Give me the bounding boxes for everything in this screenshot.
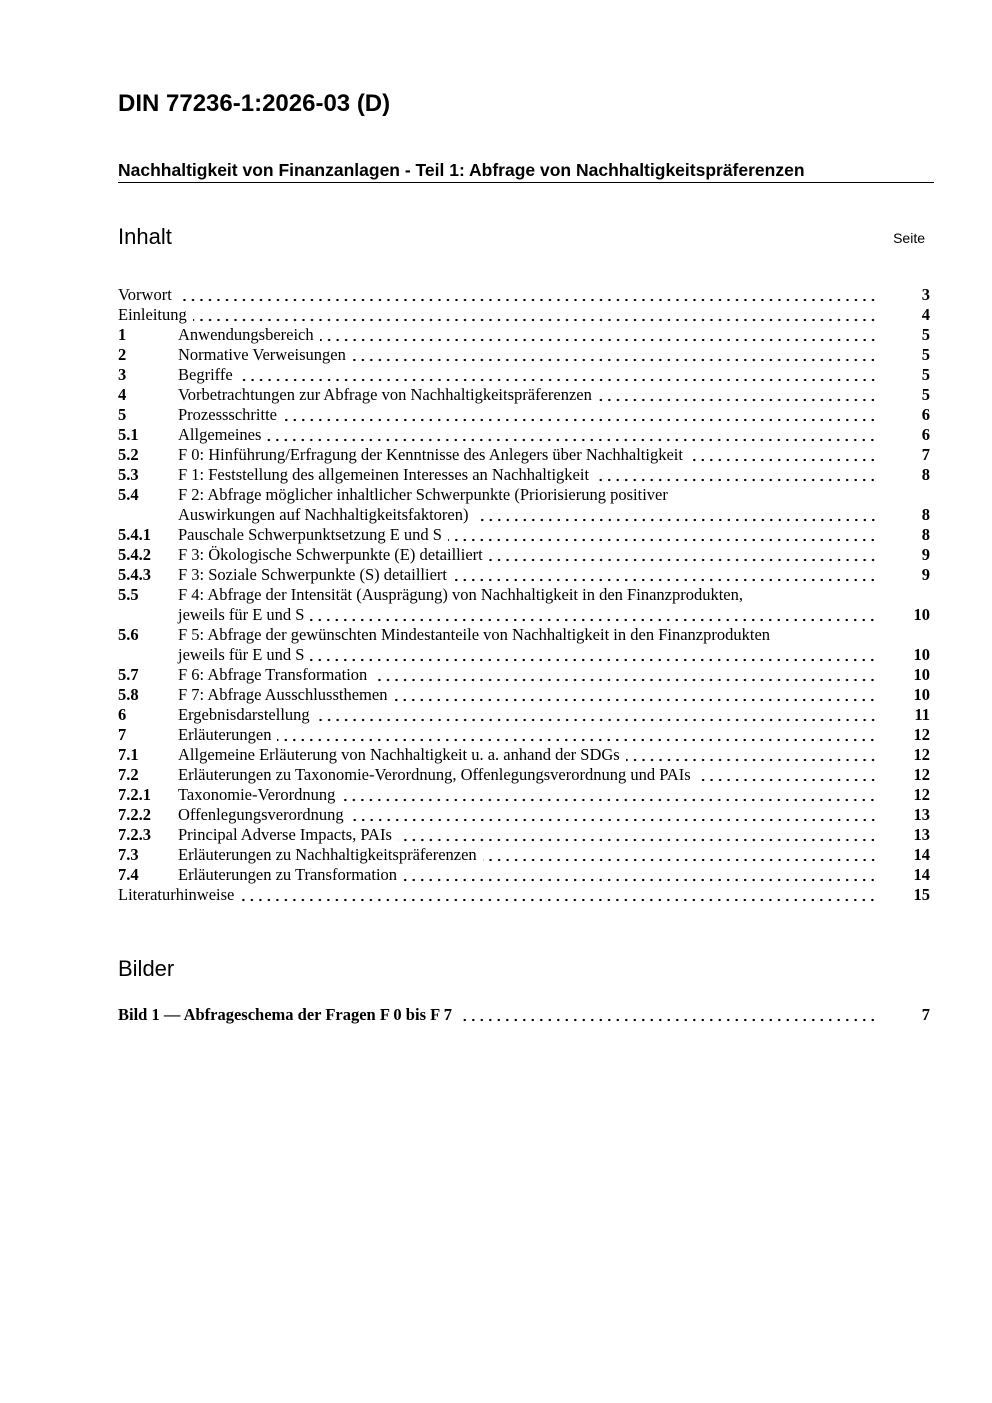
section-number: 5.6 [118,625,139,644]
entry-title[interactable]: Erläuterungen zu Transformation [178,865,398,884]
dot-leader [697,765,877,785]
section-number: 7 [118,725,127,744]
dot-leader [626,745,877,765]
entry-title[interactable]: F 0: Hinführung/Erfragung der Kenntnisse des Anlegers über Nachhaltigkeit [178,445,683,464]
dot-leader [310,645,877,665]
toc-entry[interactable] [118,545,930,565]
dot-leader [475,505,878,525]
page-number: 7 [921,1005,930,1024]
toc-entry[interactable] [118,445,930,465]
section-number [118,645,178,665]
section-number: 5.3 [118,465,139,484]
section-number: 4 [118,385,127,404]
toc-entry[interactable] [118,665,930,685]
entry-title[interactable]: Offenlegungsverordnung [178,805,344,824]
entry-title[interactable]: Bild 1 — Abfrageschema der Fragen F 0 bis F 7 [118,1005,452,1024]
dot-leader [595,465,877,485]
section-number: 5.2 [118,445,139,464]
page-column-label: Seite [893,230,925,246]
toc-entry[interactable] [118,465,930,485]
entry-title[interactable]: Ergebnisdarstellung [178,705,310,724]
page-number: 14 [913,865,930,884]
toc-entry-line[interactable] [118,585,930,605]
dot-leader [283,405,877,425]
page-number: 3 [921,285,930,304]
entry-title[interactable]: Erläuterungen zu Nachhaltigkeitspräferenzen [178,845,477,864]
dot-leader [239,365,877,385]
page-number: 5 [921,325,930,344]
page-number: 5 [921,385,930,404]
toc-entry[interactable] [118,1005,930,1025]
spacer [668,485,930,505]
entry-title[interactable]: F 5: Abfrage der gewünschten Mindestanteile von Nachhaltigkeit in den Finanzprodukten [178,625,771,644]
dot-leader [598,385,877,405]
entry-title[interactable]: Vorbetrachtungen zur Abfrage von Nachhaltigkeitspräferenzen [178,385,592,404]
entry-title[interactable]: Vorwort [118,285,172,304]
toc-entry[interactable] [118,365,930,385]
list-of-figures [118,1005,930,1025]
section-number: 7.2 [118,765,139,784]
page-number: 8 [921,465,930,484]
page-number: 12 [913,785,930,804]
section-number: 5.4.1 [118,525,151,544]
toc-entry[interactable] [118,865,930,885]
dot-leader [398,825,877,845]
page-number: 8 [921,525,930,544]
toc-entry[interactable] [118,705,930,725]
entry-title[interactable]: F 4: Abfrage der Intensität (Ausprägung) von Nachhaltigkeit in den Finanzprodukten, [178,585,743,604]
page-number: 12 [913,745,930,764]
toc-entry[interactable] [118,525,930,545]
section-number: 5 [118,405,127,424]
page-number: 4 [921,305,930,324]
toc-entry[interactable] [118,785,930,805]
spacer [743,585,930,605]
toc-entry[interactable] [118,605,930,625]
page-number: 9 [921,545,930,564]
page-number: 5 [921,365,930,384]
entry-title[interactable]: Allgemeines [178,425,262,444]
page-number: 5 [921,345,930,364]
entry-title[interactable]: Erläuterungen [178,725,272,744]
dot-leader [267,425,877,445]
toc-entry[interactable] [118,345,930,365]
dot-leader [320,325,877,345]
entry-title[interactable]: Literaturhinweise [118,885,235,904]
toc-entry[interactable] [118,305,930,325]
entry-title[interactable]: Allgemeine Erläuterung von Nachhaltigkeit u. a. anhand der SDGs [178,745,620,764]
dot-leader [689,445,877,465]
dot-leader [453,565,877,585]
figures-heading: Bilder [118,956,175,981]
entry-title[interactable]: Einleitung [118,305,187,324]
page-number: 10 [913,605,930,624]
spacer [770,625,930,645]
contents-heading: Inhalt [118,224,172,249]
toc-entry[interactable] [118,565,930,585]
section-number: 5.7 [118,665,139,684]
entry-title[interactable]: jeweils für E und S [178,605,305,624]
section-number: 6 [118,705,127,724]
section-number: 7.2.2 [118,805,151,824]
entry-title[interactable]: Begriffe [178,365,233,384]
page-number: 13 [913,805,930,824]
toc-entry-line[interactable] [118,625,930,645]
page-number: 12 [913,765,930,784]
toc-entry[interactable] [118,685,930,705]
page-number: 7 [921,445,930,464]
toc-entry[interactable] [118,825,930,845]
page-number: 10 [913,645,930,664]
entry-title[interactable]: Auswirkungen auf Nachhaltigkeitsfaktoren) [178,505,469,524]
entry-title[interactable]: Prozessschritte [178,405,277,424]
toc-entry[interactable] [118,285,930,305]
dot-leader [178,285,877,305]
section-number: 7.2.3 [118,825,151,844]
section-number [118,605,178,625]
page-number: 10 [913,685,930,704]
toc-entry[interactable] [118,645,930,665]
section-number: 5.8 [118,685,139,704]
section-number: 7.1 [118,745,139,764]
dot-leader [448,525,877,545]
entry-title[interactable]: F 7: Abfrage Ausschlussthemen [178,685,388,704]
page-number: 15 [913,885,930,904]
dot-leader [316,705,877,725]
page-number: 12 [913,725,930,744]
entry-title[interactable]: Pauschale Schwerpunktsetzung E und S [178,525,442,544]
toc-entry[interactable] [118,405,930,425]
dot-leader [350,805,877,825]
dot-leader [341,785,877,805]
dot-leader [352,345,877,365]
document-id: DIN 77236-1:2026-03 (D) [118,90,391,117]
entry-title[interactable]: F 6: Abfrage Transformation [178,665,368,684]
section-number: 5.4 [118,485,139,504]
page-number: 6 [921,425,930,444]
entry-title[interactable]: Erläuterungen zu Taxonomie-Verordnung, Offenlegungsverordnung und PAIs [178,765,691,784]
entry-title[interactable]: Anwendungsbereich [178,325,314,344]
page-number: 10 [913,665,930,684]
page-number: 11 [914,705,930,724]
section-number: 7.2.1 [118,785,151,804]
entry-title[interactable]: F 3: Ökologische Schwerpunkte (E) detailliert [178,545,483,564]
toc-entry[interactable] [118,885,930,905]
toc-entry[interactable] [118,385,930,405]
dot-leader [489,545,877,565]
toc-entry-line[interactable] [118,485,930,505]
toc-entry[interactable] [118,845,930,865]
toc-entry[interactable] [118,725,930,745]
entry-title[interactable]: Principal Adverse Impacts, PAIs [178,825,392,844]
dot-leader [310,605,877,625]
section-number: 5.4.2 [118,545,151,564]
section-number [118,505,178,525]
dot-leader [393,685,877,705]
section-number: 1 [118,325,127,344]
section-number: 7.4 [118,865,139,884]
toc-entry[interactable] [118,805,930,825]
toc-entry[interactable] [118,745,930,765]
entry-title[interactable]: F 3: Soziale Schwerpunkte (S) detailliert [178,565,447,584]
section-number: 5.5 [118,585,139,604]
toc-entry[interactable] [118,425,930,445]
entry-title[interactable]: jeweils für E und S [178,645,305,664]
dot-leader [277,725,877,745]
page-number: 13 [913,825,930,844]
section-number: 5.4.3 [118,565,151,584]
page-number: 14 [913,845,930,864]
document-subtitle: Nachhaltigkeit von Finanzanlagen - Teil 1: Abfrage von Nachhaltigkeitspräferenzen [118,160,805,180]
entry-title[interactable]: F 2: Abfrage möglicher inhaltlicher Schwerpunkte (Priorisierung positiver [178,485,668,504]
page-number: 9 [921,565,930,584]
dot-leader [483,845,877,865]
dot-leader [193,305,877,325]
dot-leader [403,865,877,885]
toc-entry[interactable] [118,765,930,785]
section-number: 5.1 [118,425,139,444]
header-rule [118,182,934,183]
entry-title[interactable]: Normative Verweisungen [178,345,346,364]
entry-title[interactable]: Taxonomie-Verordnung [178,785,336,804]
page-number: 6 [921,405,930,424]
section-number: 3 [118,365,127,384]
dot-leader [240,885,877,905]
entry-title[interactable]: F 1: Feststellung des allgemeinen Interesses an Nachhaltigkeit [178,465,590,484]
table-of-contents [118,285,930,905]
section-number: 7.3 [118,845,139,864]
toc-entry[interactable] [118,505,930,525]
toc-entry[interactable] [118,325,930,345]
dot-leader [373,665,877,685]
page-number: 8 [921,505,930,524]
dot-leader [458,1005,877,1025]
section-number: 2 [118,345,127,364]
